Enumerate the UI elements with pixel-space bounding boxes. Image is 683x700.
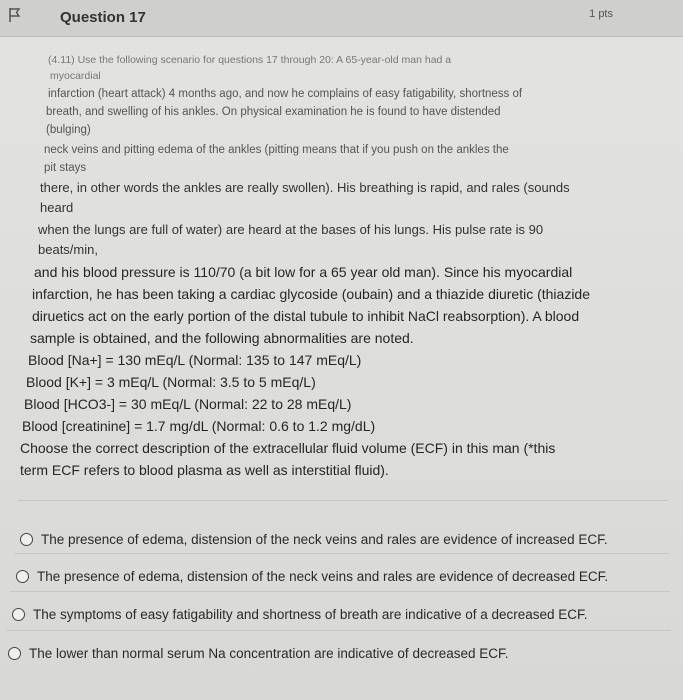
answer-label: The presence of edema, distension of the neck veins and rales are evidence of decreased ECF.	[37, 569, 609, 584]
answer-divider	[14, 553, 669, 554]
scenario-line: breath, and swelling of his ankles. On physical examination he is found to have distended	[46, 106, 501, 118]
scenario-line: when the lungs are full of water) are heard at the bases of his lungs. His pulse rate is 90	[38, 222, 544, 237]
scenario-line: diruetics act on the early portion of the distal tubule to inhibit NaCl reabsorption). A blood	[32, 308, 580, 324]
scenario-line: and his blood pressure is 110/70 (a bit low for a 65 year old man). Since his myocardial	[34, 264, 573, 280]
scenario-line: neck veins and pitting edema of the ankles (pitting means that if you push on the ankles the	[44, 144, 509, 156]
scenario-line: (4.11) Use the following scenario for questions 17 through 20: A 65-year-old man had a	[48, 54, 452, 66]
question-text	[20, 46, 660, 478]
answer-label: The lower than normal serum Na concentration are indicative of decreased ECF.	[29, 646, 509, 661]
scenario-line: heard	[40, 200, 74, 215]
question-header	[0, 0, 683, 37]
scenario-line: infarction (heart attack) 4 months ago, and now he complains of easy fatigability, shortness of	[48, 88, 523, 100]
question-title: Question 17	[60, 9, 146, 26]
radio-button[interactable]	[8, 647, 21, 660]
divider	[18, 500, 668, 501]
answer-divider	[6, 630, 671, 631]
question-prompt-continued: term ECF refers to blood plasma as well as interstitial fluid).	[20, 462, 389, 478]
radio-button[interactable]	[20, 533, 33, 546]
flag-icon[interactable]	[8, 7, 22, 23]
radio-button[interactable]	[16, 570, 29, 583]
scenario-line: beats/min,	[38, 242, 98, 257]
radio-button[interactable]	[12, 608, 25, 621]
lab-value-sodium: Blood [Na+] = 130 mEq/L (Normal: 135 to 147 mEq/L)	[28, 352, 362, 368]
answer-option[interactable]	[12, 607, 588, 622]
lab-value-potassium: Blood [K+] = 3 mEq/L (Normal: 3.5 to 5 mEq/L)	[26, 374, 316, 390]
scenario-line: there, in other words the ankles are really swollen). His breathing is rapid, and rales (sounds	[40, 180, 570, 195]
scenario-line: myocardial	[50, 70, 101, 82]
answer-divider	[10, 591, 670, 592]
lab-value-bicarbonate: Blood [HCO3-] = 30 mEq/L (Normal: 22 to 28 mEq/L)	[24, 396, 352, 412]
scenario-line: sample is obtained, and the following abnormalities are noted.	[30, 330, 414, 346]
answer-option[interactable]	[16, 569, 608, 584]
answer-label: The symptoms of easy fatigability and shortness of breath are indicative of a decreased ECF.	[33, 607, 588, 622]
answer-option[interactable]	[20, 532, 608, 547]
scenario-line: (bulging)	[46, 124, 91, 136]
scenario-line: infarction, he has been taking a cardiac glycoside (oubain) and a thiazide diuretic (thiazide	[32, 286, 591, 302]
answer-label: The presence of edema, distension of the neck veins and rales are evidence of increased ECF.	[41, 532, 608, 547]
question-points: 1 pts	[589, 8, 613, 20]
question-prompt: Choose the correct description of the extracellular fluid volume (ECF) in this man (*this	[20, 440, 556, 456]
scenario-line: pit stays	[44, 162, 87, 174]
answer-option[interactable]	[8, 646, 509, 661]
lab-value-creatinine: Blood [creatinine] = 1.7 mg/dL (Normal: 0.6 to 1.2 mg/dL)	[22, 418, 376, 434]
